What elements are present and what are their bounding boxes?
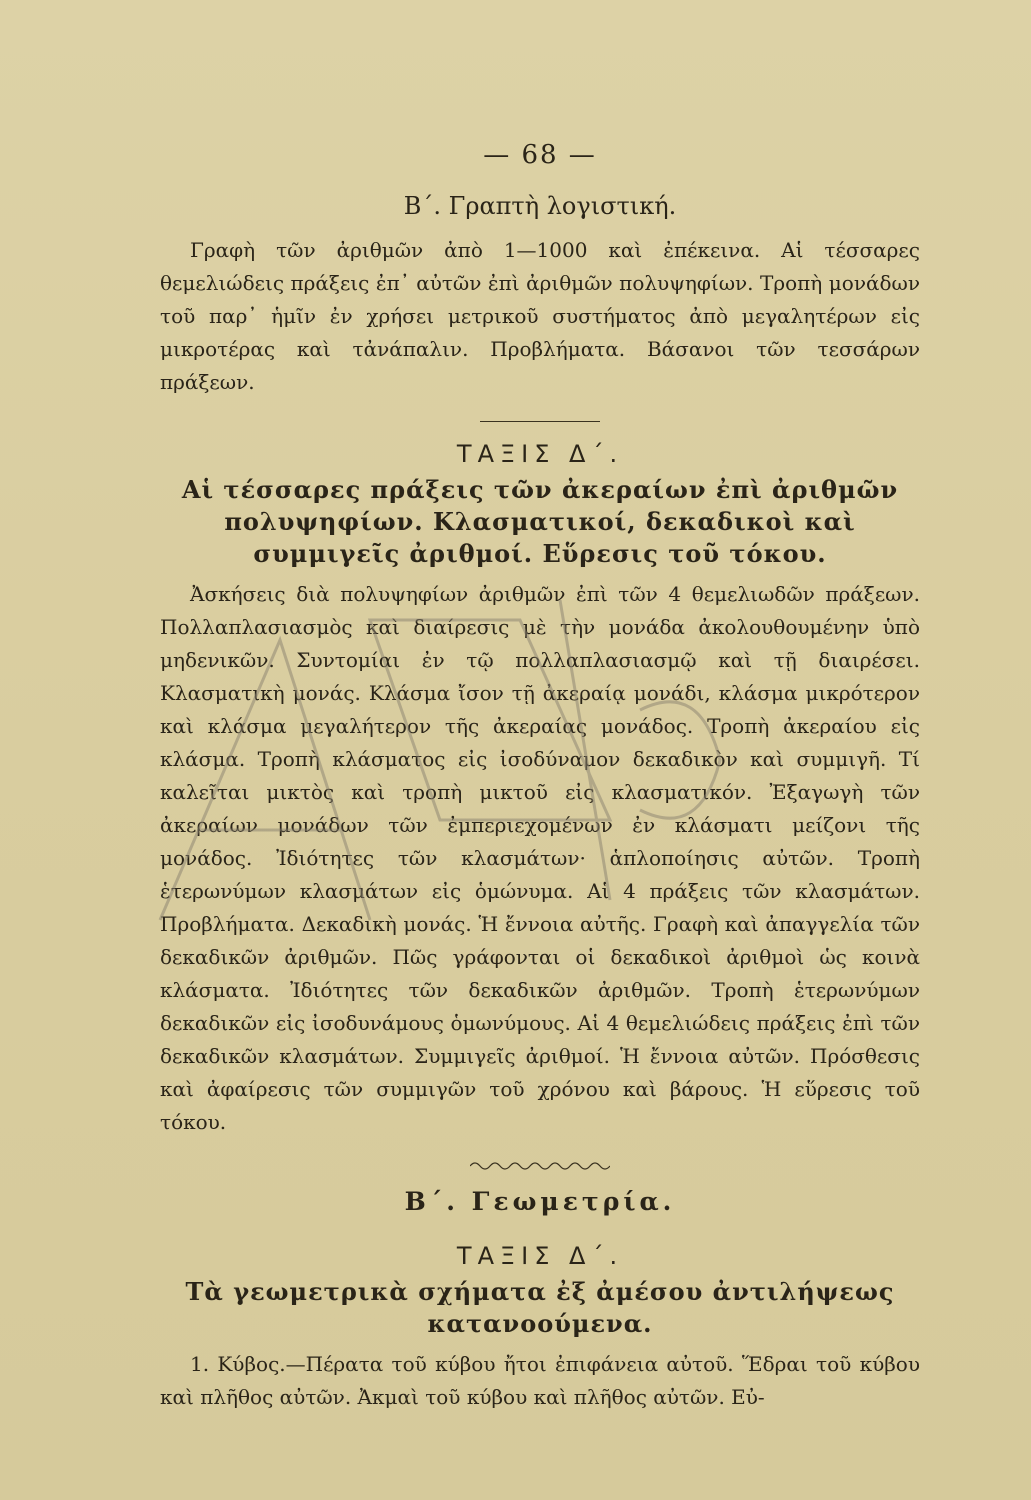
section-title-geometry: Β΄. Γεωμετρία.	[404, 1187, 676, 1216]
heading-operations: Αἱ τέσσαρες πράξεις τῶν ἀκεραίων ἐπὶ ἀριθμῶν πολυψηφίων. Κλασματικοί, δεκαδικοὶ καὶ συμμιγεῖς ἀριθμοί. Εὕρεσις τοῦ τόκου.	[181, 475, 899, 568]
paragraph-cube: 1. Κύβος.—Πέρατα τοῦ κύβου ἤτοι ἐπιφάνεια αὐτοῦ. Ἕδραι τοῦ κύβου καὶ πλῆθος αὐτῶν. Ἀκμαὶ τοῦ κύβου καὶ πλῆθος αὐτῶν. Εὐ-	[160, 1352, 920, 1409]
wavy-divider	[160, 1157, 920, 1169]
paragraph-fractions: Ἀσκήσεις διὰ πολυψηφίων ἀριθμῶν ἐπὶ τῶν 4 θεμελιωδῶν πράξεων. Πολλαπλασιασμὸς καὶ διαίρεσις μὲ τὴν μονάδα ἀκολουθουμένην ὑπὸ μηδενικῶν. Συντομίαι ἐν τῷ πολλαπλασιασμῷ καὶ τῇ διαιρέσει. Κλασματικὴ μονάς. Κλάσμα ἴσον τῇ ἀκεραίᾳ μονάδι, κλάσμα μικρότερον καὶ κλάσμα μεγαλήτερον τῆς ἀκεραίας μονάδος. Τροπὴ ἀκεραίου εἰς κλάσμα. Τροπὴ κλάσματος εἰς ἰσοδύναμον δεκαδικὸν καὶ συμμιγῆ. Τί καλεῖται μικτὸς καὶ τροπὴ μικτοῦ εἰς κλασματικόν. Ἐξαγωγὴ τῶν ἀκεραίων μονάδων τῶν ἐμπεριεχομένων ἐν κλάσματι μείζονι τῆς μονάδος. Ἰδιότητες τῶν κλασμάτων· ἁπλοποίησις αὐτῶν. Τροπὴ ἑτερωνύμων κλασμάτων εἰς ὁμώνυμα. Αἱ 4 πράξεις τῶν κλασμάτων. Προβλήματα. Δεκαδικὴ μονάς. Ἡ ἔννοια αὐτῆς. Γραφὴ καὶ ἀπαγγελία τῶν δεκαδικῶν ἀριθμῶν. Πῶς γράφονται οἱ δεκαδικοὶ ἀριθμοὶ ὡς κοινὰ κλάσματα. Ἰδιότητες τῶν δεκαδικῶν ἀριθμῶν. Τροπὴ ἑτερωνύμων δεκαδικῶν εἰς ἰσοδυνάμους ὁμωνύμους. Αἱ 4 θεμελιώδεις πράξεις ἐπὶ τῶν δεκαδικῶν κλασμάτων. Συμμιγεῖς ἀριθμοί. Ἡ ἔννοια αὐτῶν. Πρόσθεσις καὶ ἀφαίρεσις τῶν συμμιγῶν τοῦ χρόνου καὶ βάρους. Ἡ εὕρεσις τοῦ τόκου.	[160, 582, 920, 1134]
class-label-2: ΤΑΞΙΣ Δ΄.	[456, 1242, 624, 1270]
page-number: — 68 —	[483, 140, 597, 170]
heading-geometric-shapes: Τὰ γεωμετρικὰ σχήματα ἐξ ἀμέσου ἀντιλήψεως κατανοούμενα.	[185, 1277, 895, 1338]
page-content	[160, 140, 920, 1414]
section-title-arithmetic: Β΄. Γραπτὴ λογιστική.	[403, 192, 677, 220]
wavy-line-icon	[470, 1160, 610, 1172]
class-label-1: ΤΑΞΙΣ Δ΄.	[456, 440, 624, 468]
divider-rule	[480, 421, 600, 422]
paragraph-arithmetic: Γραφὴ τῶν ἀριθμῶν ἀπὸ 1—1000 καὶ ἐπέκεινα. Αἱ τέσσαρες θεμελιώδεις πράξεις ἐπ᾽ αὐτῶν ἐπὶ ἀριθμῶν πολυψηφίων. Τροπὴ μονάδων τοῦ παρ᾽ ἡμῖν ἐν χρήσει μετρικοῦ συστήματος ἀπὸ μεγαλητέρων εἰς μικροτέρας καὶ τἀνάπαλιν. Προβλήματα. Βάσανοι τῶν τεσσάρων πράξεων.	[160, 238, 920, 394]
